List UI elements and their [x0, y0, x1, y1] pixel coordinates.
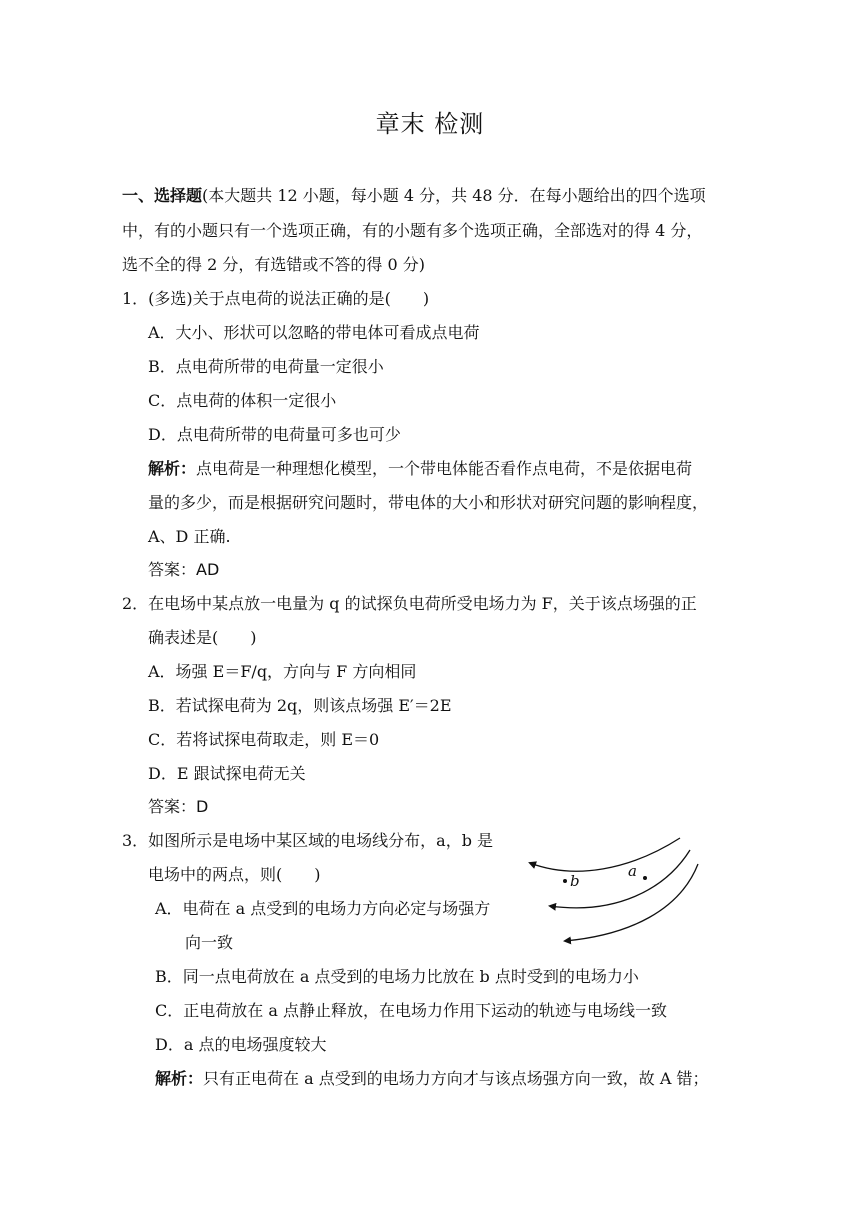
q1-analysis-text-1: 点电荷是一种理想化模型，一个带电体能否看作点电荷，不是依据电荷: [196, 459, 693, 478]
q3-option-d: D．a 点的电场强度较大: [155, 1035, 327, 1054]
q2-option-d: D．E 跟试探电荷无关: [148, 764, 306, 783]
q2-answer: 答案：D: [148, 797, 209, 816]
page-title: 章末 检测: [375, 110, 485, 138]
q2-option-c: C．若将试探电荷取走，则 E＝0: [148, 730, 380, 749]
q3-analysis-text: 只有正电荷在 a 点受到的电场力方向才与该点场强方向一致，故 A 错；: [203, 1069, 709, 1088]
q1-option-d: D．点电荷所带的电荷量可多也可少: [148, 425, 401, 444]
q1-option-b: B．点电荷所带的电荷量一定很小: [148, 357, 384, 376]
section-intro-line-1: [122, 185, 706, 207]
q3-stem-line-2: 电场中的两点，则( ): [148, 865, 321, 884]
q2-option-b: B．若试探电荷为 2q，则该点场强 E′＝2E: [148, 696, 452, 715]
q2-stem-line-2: 确表述是( ): [148, 628, 257, 647]
q2-stem-line-1: 2．在电场中某点放一电量为 q 的试探负电荷所受电场力为 F，关于该点场强的正: [122, 594, 697, 613]
q1-analysis-line-3: A、D 正确.: [148, 527, 231, 546]
q3-stem-line-1: 3．如图所示是电场中某区域的电场线分布，a，b 是: [122, 831, 494, 850]
section-instructions-3: 选不全的得 2 分，有选错或不答的得 0 分): [122, 255, 425, 274]
q1-analysis-line-2: 量的多少，而是根据研究问题时，带电体的大小和形状对研究问题的影响程度，: [148, 493, 709, 512]
q3-option-a-cont: 向一致: [185, 933, 234, 952]
point-b-dot: [563, 879, 567, 883]
q3-option-c: C．正电荷放在 a 点静止释放，在电场力作用下运动的轨迹与电场线一致: [155, 1001, 667, 1020]
q3-analysis-label: 解析：: [155, 1069, 204, 1088]
q3-analysis-line: [155, 1068, 708, 1090]
section-label: 一、选择题: [122, 186, 203, 205]
q1-analysis-line-1: [148, 458, 692, 480]
q1-option-c: C．点电荷的体积一定很小: [148, 391, 337, 410]
q1-analysis-label: 解析：: [148, 459, 197, 478]
section-instructions-2: 中，有的小题只有一个选项正确，有的小题有多个选项正确，全部选对的得 4 分，: [122, 221, 703, 240]
q2-option-a: A．场强 E＝F/q，方向与 F 方向相同: [148, 662, 417, 681]
q1-answer: 答案：AD: [148, 560, 220, 579]
point-b-label: b: [570, 872, 580, 890]
point-a-label: a: [628, 862, 637, 880]
q3-option-a: A．电荷在 a 点受到的电场力方向必定与场强方: [155, 899, 491, 918]
point-a-dot: [643, 876, 647, 880]
q1-stem: 1．(多选)关于点电荷的说法正确的是( ): [122, 289, 430, 308]
field-line-1: [530, 838, 680, 871]
q1-option-a: A．大小、形状可以忽略的带电体可看成点电荷: [148, 323, 480, 342]
q3-option-b: B．同一点电荷放在 a 点受到的电场力比放在 b 点时受到的电场力小: [155, 967, 639, 986]
electric-field-diagram: [520, 830, 700, 950]
section-instructions-1: (本大题共 12 小题，每小题 4 分，共 48 分．在每小题给出的四个选项: [202, 186, 706, 205]
